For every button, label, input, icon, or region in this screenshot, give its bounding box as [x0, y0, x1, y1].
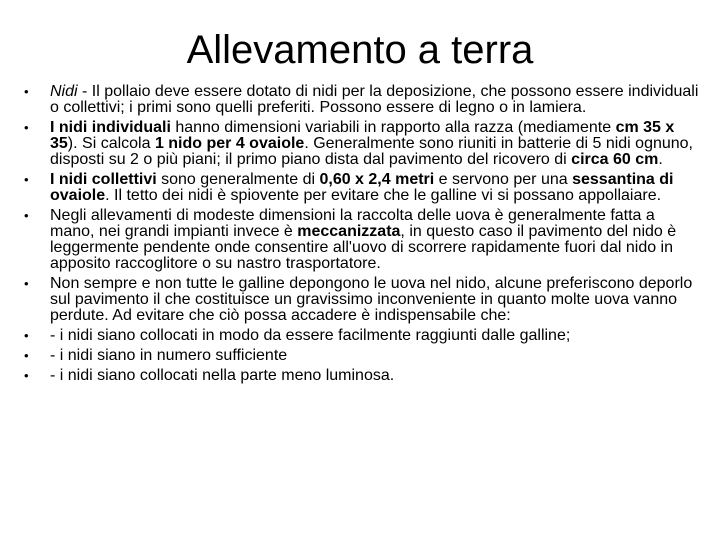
bullet-text: , in questo caso il pavimento del nido è leggermente pendente onde consentire all'uovo di scorrere rapidamente fuori dal nido in apposito raccoglitore o su nastro trasportatore. — [50, 223, 677, 272]
bullet-raccolta-uova — [20, 208, 700, 272]
bullet-text: - Il pollaio deve essere dotato di nidi per la deposizione, che possono essere individuali o collettivi; i primi sono quelli preferiti. Possono essere di legno o in lamiera. — [50, 83, 699, 116]
bold-term: cm 35 x 35 — [50, 119, 675, 152]
bullet-nidi — [20, 84, 700, 116]
bullet-condizione-1 — [20, 328, 700, 344]
slide-title: Allevamento a terra — [186, 28, 534, 72]
bullet-text: - i nidi siano in numero sufficiente — [50, 347, 288, 364]
bullet-text: ). Si calcola — [67, 135, 155, 152]
bullet-text: sono generalmente di — [156, 171, 320, 188]
bullet-condizione-3 — [20, 368, 700, 384]
bullet-condizione-2 — [20, 348, 700, 364]
bullet-text: Non sempre e non tutte le galline depongono le uova nel nido, alcune preferiscono deporlo sul pavimento il che costituisce un gravissimo inconveniente in quanto molte uova vanno perdute. Ad evitare che ciò possa accadere è indispensabile che: — [50, 275, 693, 324]
bullet-deposizione — [20, 276, 700, 324]
bullet-nidi-collettivi — [20, 172, 700, 204]
bold-term: meccanizzata — [297, 223, 401, 240]
bullet-text: . Generalmente sono riuniti in batterie di 5 nidi ognuno, disposti su 2 o più piani; il primo piano dista dal pavimento del ricovero di — [50, 135, 693, 168]
bullet-text: . Il tetto dei nidi è spiovente per evitare che le galline vi si possano appollaiare. — [105, 187, 662, 204]
bullet-text: Negli allevamenti di modeste dimensioni la raccolta delle uova è generalmente fatta a mano, nei grandi impianti invece è — [50, 207, 655, 240]
bullet-text: . — [658, 151, 663, 168]
bold-term: I nidi collettivi — [50, 171, 157, 188]
bold-term: 1 nido per 4 ovaiole — [154, 135, 305, 152]
bold-term: sessantina di ovaiole — [50, 171, 674, 204]
bullet-text: hanno dimensioni variabili in rapporto alla razza (mediamente — [170, 119, 616, 136]
bullet-text: e servono per una — [434, 171, 573, 188]
bullet-text: - i nidi siano collocati in modo da essere facilmente raggiunti dalle galline; — [50, 327, 571, 344]
bold-term: 0,60 x 2,4 metri — [319, 171, 435, 188]
bullet-text: - i nidi siano collocati nella parte meno luminosa. — [50, 367, 395, 384]
bullet-nidi-individuali — [20, 120, 700, 168]
bold-term: I nidi individuali — [50, 119, 171, 136]
bold-term: circa 60 cm — [571, 151, 659, 168]
term-nidi: Nidi — [50, 83, 78, 100]
bullet-list — [20, 84, 700, 388]
